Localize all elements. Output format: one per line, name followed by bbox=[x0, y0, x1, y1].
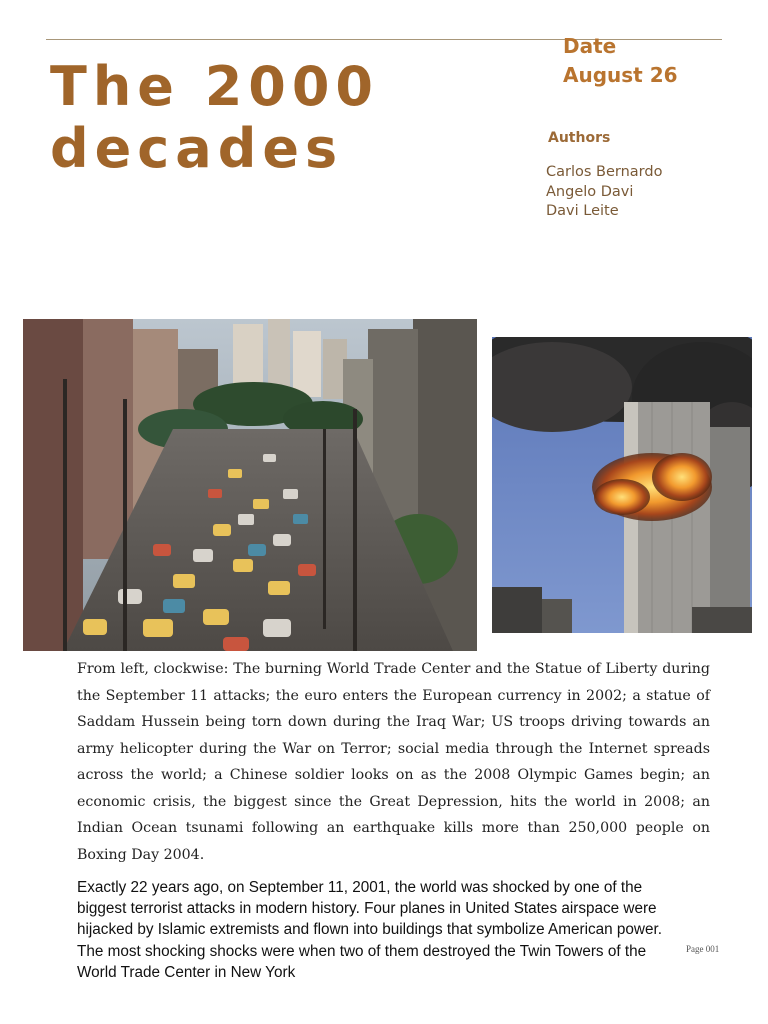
author-item: Carlos Bernardo bbox=[546, 164, 663, 180]
city-traffic-image bbox=[23, 319, 477, 651]
date-block bbox=[563, 32, 678, 90]
date-value: August 26 bbox=[563, 63, 678, 87]
city-traffic-photo bbox=[23, 319, 477, 651]
title-line-2: decades bbox=[50, 117, 344, 180]
author-item: Angelo Davi bbox=[546, 183, 634, 200]
authors-heading: Authors bbox=[548, 130, 611, 146]
document-title bbox=[50, 56, 379, 180]
date-label: Date bbox=[563, 34, 617, 58]
image-caption: From left, clockwise: The burning World Trade Center and the Statue of Liberty during the September 11 attacks; the euro enters the European currency in 2002; a statue of Saddam Hussein being torn down during the Iraq War; US troops driving towards an army helicopter during the War on Terror; social media through the Internet spreads across the world; a Chinese soldier looks on as the 2008 Olympic Games begin; an economic crisis, the biggest since the Great Depression, hits the world in 2008; an Indian Ocean tsunami following an earthquake kills more than 250,000 people on Boxing Day 2004. bbox=[77, 661, 710, 863]
burning-towers-image bbox=[492, 337, 752, 633]
title-line-1: The 2000 bbox=[50, 55, 379, 118]
page-number: Page 001 bbox=[686, 944, 720, 954]
burning-towers-photo bbox=[492, 337, 752, 633]
article-body: Exactly 22 years ago, on September 11, 2001, the world was shocked by one of the biggest terrorist attacks in modern history. Four planes in United States airspace were hijacked by Islamic extremists and flown into buildings that symbolize American power. The most shocking shocks were when two of them destroyed the Twin Towers of the World Trade Center in New York bbox=[77, 879, 662, 981]
author-item: Davi Leite bbox=[546, 203, 619, 219]
authors-list bbox=[546, 163, 662, 222]
